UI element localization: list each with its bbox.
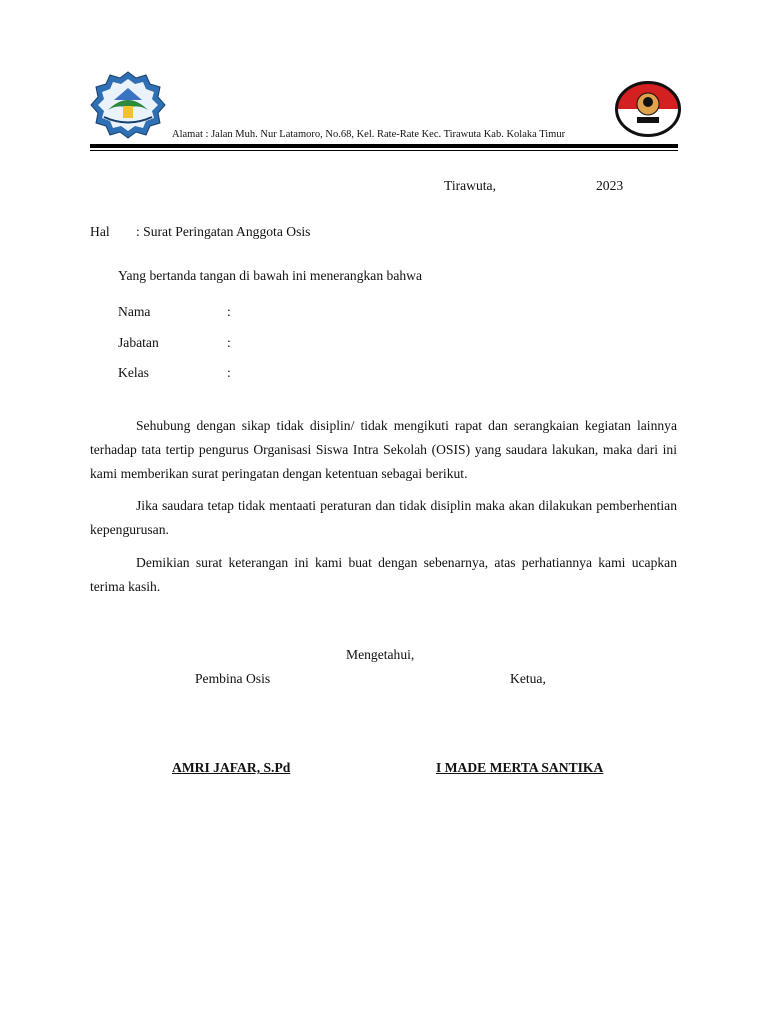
letterhead-divider-thin: [90, 150, 678, 151]
body-paragraph: Sehubung dengan sikap tidak disiplin/ tidak mengikuti rapat dan serangkaian kegiatan lainnya terhadap tata tertip pengurus Organisasi Siswa Intra Sekolah (OSIS) yang saudara lakukan, maka dari ini kami memberikan surat peringatan dengan ketentuan sebagai berikut.: [90, 418, 677, 481]
signer-role-left: Pembina Osis: [195, 671, 271, 686]
subject-label: Hal: [90, 224, 110, 239]
field-colon-kelas: :: [227, 365, 231, 380]
field-colon-jabatan: :: [227, 335, 231, 350]
acknowledged-label: Mengetahui,: [346, 647, 415, 662]
subject-value: : Surat Peringatan Anggota Osis: [136, 224, 311, 239]
field-label-kelas: Kelas: [118, 365, 149, 380]
field-label-jabatan: Jabatan: [118, 335, 159, 350]
letter-place: Tirawuta,: [444, 178, 496, 193]
body-paragraph: Demikian surat keterangan ini kami buat dengan sebenarnya, atas perhatiannya kami ucapkan terima kasih.: [90, 555, 677, 594]
letterhead-address: Alamat : Jalan Muh. Nur Latamoro, No.68, Kel. Rate-Rate Kec. Tirawuta Kab. Kolaka Timur: [172, 129, 566, 140]
osis-logo: [615, 80, 681, 138]
letterhead-divider-thick: [90, 144, 678, 148]
field-label-nama: Nama: [118, 304, 151, 319]
field-colon-nama: :: [227, 304, 231, 319]
intro-text: Yang bertanda tangan di bawah ini menerangkan bahwa: [118, 268, 423, 283]
signer-name-left: AMRI JAFAR, S.Pd: [172, 760, 291, 775]
letter-year: 2023: [596, 178, 624, 193]
body-paragraph: Jika saudara tetap tidak mentaati peraturan dan tidak disiplin maka akan dilakukan pemberhentian kepengurusan.: [90, 498, 677, 537]
signer-name-right: I MADE MERTA SANTIKA: [436, 760, 604, 775]
school-logo: [90, 70, 166, 140]
signer-role-right: Ketua,: [510, 671, 546, 686]
